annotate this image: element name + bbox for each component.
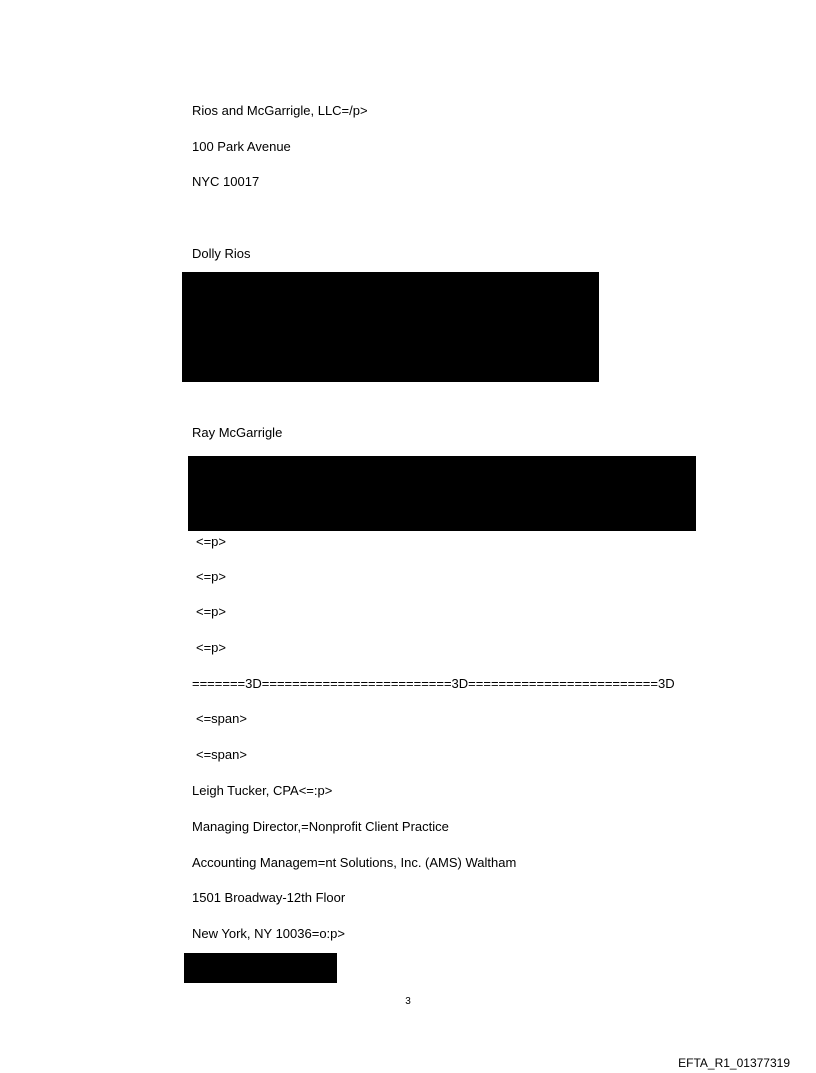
html-artifact-line: <=p>	[196, 569, 227, 584]
redaction-block	[182, 272, 599, 382]
signature-name: Leigh Tucker, CPA<=:p>	[192, 783, 333, 798]
html-artifact-line: <=p>	[196, 604, 227, 619]
page-number: 3	[405, 996, 411, 1007]
redaction-block	[184, 953, 337, 983]
redaction-block	[188, 456, 696, 531]
html-artifact-line: <=p>	[196, 534, 227, 549]
html-artifact-line: <=span>	[196, 711, 247, 726]
signature-city: New York, NY 10036=o:p>	[192, 926, 345, 941]
bates-number: EFTA_R1_01377319	[678, 1056, 790, 1070]
signature-company: Accounting Managem=nt Solutions, Inc. (AMS) Waltham	[192, 855, 517, 870]
signature-street: 1501 Broadway-12th Floor	[192, 890, 346, 905]
signature-title: Managing Director,=Nonprofit Client Practice	[192, 819, 449, 834]
html-artifact-line: <=p>	[196, 640, 227, 655]
firm-street: 100 Park Avenue	[192, 139, 291, 154]
html-artifact-line: <=span>	[196, 747, 247, 762]
contact-name-ray: Ray McGarrigle	[192, 425, 283, 440]
encoding-divider: =======3D=========================3D=========================3D	[192, 676, 675, 691]
contact-name-dolly: Dolly Rios	[192, 246, 251, 261]
firm-city: NYC 10017	[192, 174, 260, 189]
firm-name: Rios and McGarrigle, LLC=/p>	[192, 103, 368, 118]
